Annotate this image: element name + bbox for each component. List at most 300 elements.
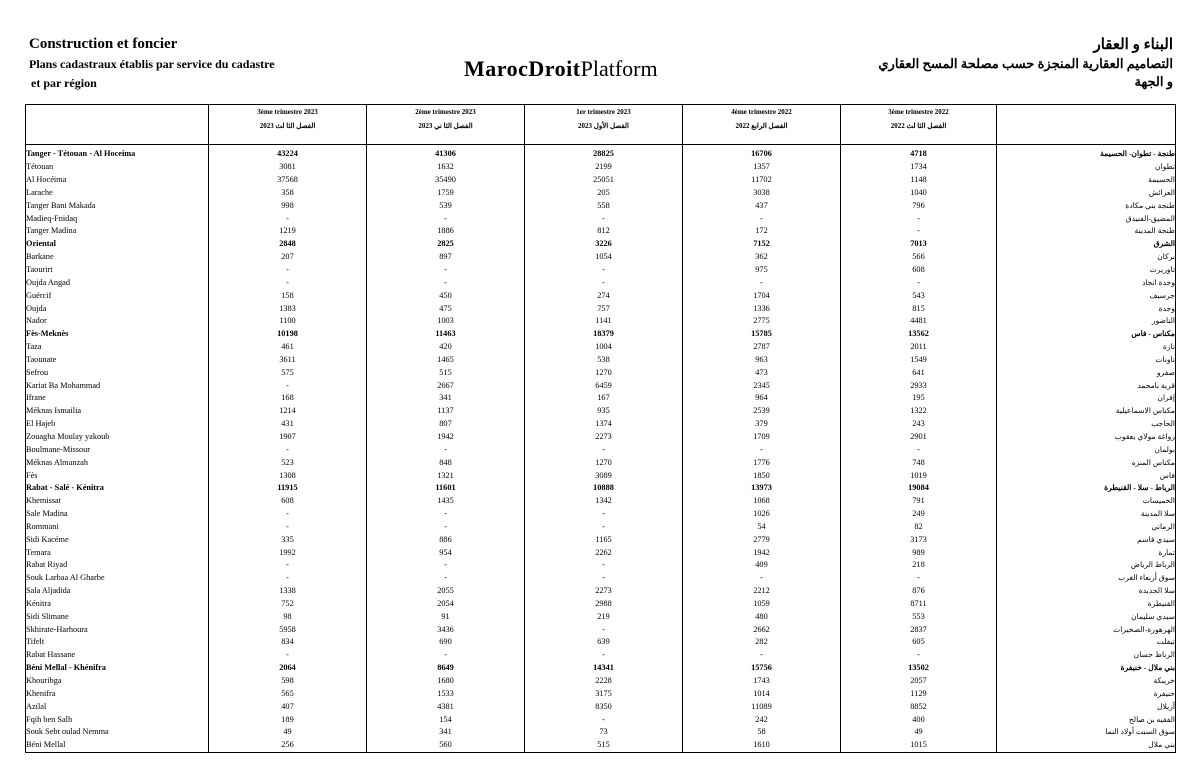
row-label-ar: طنجة بني مكادة xyxy=(997,199,1176,212)
table-cell: - xyxy=(367,276,525,289)
table-cell: 242 xyxy=(683,713,841,726)
table-cell: 2779 xyxy=(683,533,841,546)
table-row xyxy=(26,431,1176,444)
column-header: 3ème trimestre 2023 الفصل الثا لث 2023 xyxy=(209,105,367,145)
table-cell: - xyxy=(209,212,367,225)
table-cell: - xyxy=(525,623,683,636)
table-cell: 998 xyxy=(209,199,367,212)
table-cell: - xyxy=(683,212,841,225)
row-label-ar: الناضور xyxy=(997,315,1176,328)
table-cell: 1068 xyxy=(683,495,841,508)
row-label-ar: إفران xyxy=(997,392,1176,405)
row-label-fr: Tanger - Tétouan - Al Hoceima xyxy=(26,145,209,161)
table-cell: 195 xyxy=(841,392,997,405)
row-label-ar: الفقيه بن صالح xyxy=(997,713,1176,726)
table-row xyxy=(26,572,1176,585)
table-row xyxy=(26,289,1176,302)
table-cell: 1704 xyxy=(683,289,841,302)
table-cell: 154 xyxy=(367,713,525,726)
table-cell: 1214 xyxy=(209,405,367,418)
table-cell: - xyxy=(683,443,841,456)
table-cell: 523 xyxy=(209,456,367,469)
table-cell: 515 xyxy=(367,366,525,379)
table-cell: 1019 xyxy=(841,469,997,482)
table-row xyxy=(26,520,1176,533)
table-cell: 2825 xyxy=(367,238,525,251)
table-row xyxy=(26,418,1176,431)
table-cell: 538 xyxy=(525,354,683,367)
table-cell: - xyxy=(525,276,683,289)
table-cell: 7152 xyxy=(683,238,841,251)
row-label-ar: جرسيف xyxy=(997,289,1176,302)
row-label-fr: Temara xyxy=(26,546,209,559)
table-cell: 274 xyxy=(525,289,683,302)
table-cell: 608 xyxy=(841,264,997,277)
table-cell: 1054 xyxy=(525,251,683,264)
table-cell: 815 xyxy=(841,302,997,315)
row-label-fr: Sala Aljadida xyxy=(26,585,209,598)
table-cell: 1015 xyxy=(841,739,997,752)
table-cell: 989 xyxy=(841,546,997,559)
table-cell: 1141 xyxy=(525,315,683,328)
table-row xyxy=(26,379,1176,392)
table-cell: 167 xyxy=(525,392,683,405)
table-cell: 3175 xyxy=(525,687,683,700)
table-row xyxy=(26,187,1176,200)
row-label-fr: Tétouan xyxy=(26,161,209,174)
table-cell: 2199 xyxy=(525,161,683,174)
table-row xyxy=(26,315,1176,328)
table-cell: 1465 xyxy=(367,354,525,367)
column-header: 1er trimestre 2023 الفصل الأول 2023 xyxy=(525,105,683,145)
table-cell: 2273 xyxy=(525,585,683,598)
header-blank-left xyxy=(26,105,209,145)
table-cell: 1059 xyxy=(683,598,841,611)
table-cell: - xyxy=(683,276,841,289)
table-cell: 543 xyxy=(841,289,997,302)
table-cell: 1321 xyxy=(367,469,525,482)
table-cell: 480 xyxy=(683,610,841,623)
table-cell: - xyxy=(367,508,525,521)
row-label-ar: طنجة المدينة xyxy=(997,225,1176,238)
row-label-fr: Béni Mellal xyxy=(26,739,209,752)
page-subtitle-fr-line2: et par région xyxy=(31,76,97,90)
table-cell: 2775 xyxy=(683,315,841,328)
table-cell: 362 xyxy=(683,251,841,264)
table-cell: 876 xyxy=(841,585,997,598)
row-label-ar: الرباط الرياض xyxy=(997,559,1176,572)
table-row xyxy=(26,264,1176,277)
table-cell: 3038 xyxy=(683,187,841,200)
table-cell: 553 xyxy=(841,610,997,623)
table-cell: 2667 xyxy=(367,379,525,392)
table-cell: 1342 xyxy=(525,495,683,508)
table-cell: 10888 xyxy=(525,482,683,495)
table-row xyxy=(26,366,1176,379)
row-label-fr: Al Hocéima xyxy=(26,174,209,187)
table-cell: 2054 xyxy=(367,598,525,611)
table-cell: 565 xyxy=(209,687,367,700)
region-row xyxy=(26,145,1176,161)
page-title-fr: Construction et foncier xyxy=(29,36,178,52)
table-cell: - xyxy=(841,443,997,456)
header-blank-right xyxy=(997,105,1176,145)
row-label-ar: بولمان xyxy=(997,443,1176,456)
table-cell: 282 xyxy=(683,636,841,649)
row-label-fr: Oujda xyxy=(26,302,209,315)
table-cell: - xyxy=(683,572,841,585)
table-cell: 1129 xyxy=(841,687,997,700)
table-cell: 4381 xyxy=(367,700,525,713)
table-cell: 13562 xyxy=(841,328,997,341)
table-cell: - xyxy=(367,212,525,225)
table-row xyxy=(26,212,1176,225)
row-label-ar: فاس xyxy=(997,469,1176,482)
row-label-fr: Taourirt xyxy=(26,264,209,277)
table-cell: 420 xyxy=(367,341,525,354)
table-row xyxy=(26,161,1176,174)
table-cell: 256 xyxy=(209,739,367,752)
table-cell: 11702 xyxy=(683,174,841,187)
row-label-fr: Rabat Hassane xyxy=(26,649,209,662)
table-row xyxy=(26,495,1176,508)
row-label-ar: تازة xyxy=(997,341,1176,354)
table-cell: 98 xyxy=(209,610,367,623)
table-cell: - xyxy=(367,559,525,572)
table-cell: 37568 xyxy=(209,174,367,187)
table-cell: 566 xyxy=(841,251,997,264)
table-cell: 28825 xyxy=(525,145,683,161)
table-cell: - xyxy=(525,508,683,521)
table-cell: 1734 xyxy=(841,161,997,174)
table-cell: 82 xyxy=(841,520,997,533)
table-cell: 11915 xyxy=(209,482,367,495)
table-cell: 558 xyxy=(525,199,683,212)
table-cell: 807 xyxy=(367,418,525,431)
table-row xyxy=(26,649,1176,662)
table-row xyxy=(26,405,1176,418)
column-header: 4ème trimestre 2022 الفصل الرابع 2022 xyxy=(683,105,841,145)
column-header: 3ème trimestre 2022 الفصل الثا لث 2022 xyxy=(841,105,997,145)
row-label-ar: سيدي قاسم xyxy=(997,533,1176,546)
row-label-ar: تاونات xyxy=(997,354,1176,367)
table-cell: - xyxy=(525,649,683,662)
table-cell: 249 xyxy=(841,508,997,521)
table-cell: 15756 xyxy=(683,662,841,675)
row-label-fr: Kariat Ba Mohammad xyxy=(26,379,209,392)
table-cell: 18379 xyxy=(525,328,683,341)
table-body xyxy=(26,145,1176,753)
table-cell: 475 xyxy=(367,302,525,315)
table-cell: 8852 xyxy=(841,700,997,713)
table-row xyxy=(26,726,1176,739)
page-subtitle-fr: Plans cadastraux établis par service du cadastre xyxy=(29,57,275,71)
table-cell: 834 xyxy=(209,636,367,649)
table-cell: 219 xyxy=(525,610,683,623)
row-label-fr: Tanger Bani Makada xyxy=(26,199,209,212)
table-cell: 409 xyxy=(683,559,841,572)
row-label-ar: تطوان xyxy=(997,161,1176,174)
table-cell: - xyxy=(209,649,367,662)
row-label-fr: Kénitra xyxy=(26,598,209,611)
table-header-row xyxy=(26,105,1176,145)
table-cell: 812 xyxy=(525,225,683,238)
row-label-fr: Madieq-Fnidaq xyxy=(26,212,209,225)
table-cell: 886 xyxy=(367,533,525,546)
table-row xyxy=(26,302,1176,315)
table-row xyxy=(26,585,1176,598)
table-cell: - xyxy=(209,379,367,392)
table-cell: 3611 xyxy=(209,354,367,367)
table-row xyxy=(26,174,1176,187)
table-cell: 473 xyxy=(683,366,841,379)
row-label-ar: بني ملال - خنيفرة xyxy=(997,662,1176,675)
table-cell: - xyxy=(367,520,525,533)
row-label-ar: بني ملال xyxy=(997,739,1176,752)
table-row xyxy=(26,443,1176,456)
table-row xyxy=(26,546,1176,559)
table-cell: 2262 xyxy=(525,546,683,559)
table-cell: 1165 xyxy=(525,533,683,546)
row-label-fr: Méknas Almanzah xyxy=(26,456,209,469)
table-cell: 641 xyxy=(841,366,997,379)
row-label-fr: Khemissat xyxy=(26,495,209,508)
row-label-ar: خريبكة xyxy=(997,675,1176,688)
table-row xyxy=(26,251,1176,264)
row-label-fr: Sidi Slimane xyxy=(26,610,209,623)
row-label-ar: أزيلال xyxy=(997,700,1176,713)
table-cell: 8649 xyxy=(367,662,525,675)
table-cell: - xyxy=(841,572,997,585)
table-cell: - xyxy=(841,212,997,225)
row-label-ar: سلا الجديدة xyxy=(997,585,1176,598)
table-cell: 25051 xyxy=(525,174,683,187)
table-cell: 450 xyxy=(367,289,525,302)
table-cell: 1435 xyxy=(367,495,525,508)
table-row xyxy=(26,739,1176,752)
table-cell: 2011 xyxy=(841,341,997,354)
row-label-ar: الرباط حسان xyxy=(997,649,1176,662)
table-cell: 1942 xyxy=(683,546,841,559)
row-label-fr: Fès-Meknès xyxy=(26,328,209,341)
table-cell: 2345 xyxy=(683,379,841,392)
table-cell: - xyxy=(209,264,367,277)
table-cell: 218 xyxy=(841,559,997,572)
table-row xyxy=(26,508,1176,521)
row-label-ar: الحاجب xyxy=(997,418,1176,431)
table-cell: 1907 xyxy=(209,431,367,444)
row-label-ar: الحسيمة xyxy=(997,174,1176,187)
table-cell: 2228 xyxy=(525,675,683,688)
table-cell: 1040 xyxy=(841,187,997,200)
row-label-fr: Zouagha Moulay yakoub xyxy=(26,431,209,444)
table-cell: 49 xyxy=(209,726,367,739)
table-cell: 341 xyxy=(367,726,525,739)
table-cell: 158 xyxy=(209,289,367,302)
table-cell: - xyxy=(525,572,683,585)
table-cell: 189 xyxy=(209,713,367,726)
table-cell: 1610 xyxy=(683,739,841,752)
region-row xyxy=(26,662,1176,675)
row-label-ar: تمارة xyxy=(997,546,1176,559)
row-label-fr: Guércif xyxy=(26,289,209,302)
table-cell: 1148 xyxy=(841,174,997,187)
table-cell: 2933 xyxy=(841,379,997,392)
row-label-ar: بركان xyxy=(997,251,1176,264)
row-label-fr: Oujda Angad xyxy=(26,276,209,289)
table-cell: 748 xyxy=(841,456,997,469)
table-cell: - xyxy=(209,508,367,521)
table-cell: - xyxy=(209,276,367,289)
table-row xyxy=(26,623,1176,636)
row-label-ar: مكناس - فاس xyxy=(997,328,1176,341)
table-row xyxy=(26,687,1176,700)
table-cell: 205 xyxy=(525,187,683,200)
row-label-fr: Sefrou xyxy=(26,366,209,379)
row-label-fr: Fqih ben Salh xyxy=(26,713,209,726)
table-cell: 11089 xyxy=(683,700,841,713)
table-cell: 2055 xyxy=(367,585,525,598)
table-cell: 2064 xyxy=(209,662,367,675)
table-cell: 2057 xyxy=(841,675,997,688)
table-cell: 1632 xyxy=(367,161,525,174)
table-cell: 2787 xyxy=(683,341,841,354)
table-row xyxy=(26,533,1176,546)
table-cell: 3436 xyxy=(367,623,525,636)
table-cell: 15785 xyxy=(683,328,841,341)
row-label-fr: Rabat - Salé - Kénitra xyxy=(26,482,209,495)
table-row xyxy=(26,675,1176,688)
table-cell: 1322 xyxy=(841,405,997,418)
row-label-ar: الخميسات xyxy=(997,495,1176,508)
table-cell: - xyxy=(209,559,367,572)
row-label-fr: Méknas Ismailia xyxy=(26,405,209,418)
row-label-ar: وجدة xyxy=(997,302,1176,315)
table-cell: 964 xyxy=(683,392,841,405)
row-label-fr: Sidi Kacéme xyxy=(26,533,209,546)
table-cell: - xyxy=(525,212,683,225)
table-cell: 752 xyxy=(209,598,367,611)
table-cell: - xyxy=(209,443,367,456)
page-subtitle-ar: التصاميم العقارية المنجزة حسب مصلحة المسح العقاري xyxy=(878,56,1173,71)
table-cell: 461 xyxy=(209,341,367,354)
table-row xyxy=(26,559,1176,572)
table-row xyxy=(26,276,1176,289)
table-cell: 515 xyxy=(525,739,683,752)
cadastre-table xyxy=(25,104,1176,753)
table-cell: 207 xyxy=(209,251,367,264)
table-cell: 1776 xyxy=(683,456,841,469)
table-cell: 3089 xyxy=(525,469,683,482)
table-cell: 1026 xyxy=(683,508,841,521)
table-cell: - xyxy=(525,559,683,572)
table-cell: 11463 xyxy=(367,328,525,341)
table-cell: 16706 xyxy=(683,145,841,161)
row-label-ar: المضيق-الفنيدق xyxy=(997,212,1176,225)
table-cell: 431 xyxy=(209,418,367,431)
table-cell: 605 xyxy=(841,636,997,649)
table-cell: 14341 xyxy=(525,662,683,675)
region-row xyxy=(26,482,1176,495)
table-cell: 168 xyxy=(209,392,367,405)
table-cell: 58 xyxy=(683,726,841,739)
table-cell: 8350 xyxy=(525,700,683,713)
table-cell: 1759 xyxy=(367,187,525,200)
table-cell: 1004 xyxy=(525,341,683,354)
table-row xyxy=(26,700,1176,713)
row-label-fr: El Hajeb xyxy=(26,418,209,431)
table-cell: 172 xyxy=(683,225,841,238)
table-cell: - xyxy=(525,520,683,533)
row-label-fr: Tanger Madina xyxy=(26,225,209,238)
table-cell: 4481 xyxy=(841,315,997,328)
row-label-ar: تاوريرت xyxy=(997,264,1176,277)
table-cell: 791 xyxy=(841,495,997,508)
table-cell: 13502 xyxy=(841,662,997,675)
page-title-ar: البناء و العقار xyxy=(1093,37,1173,53)
row-label-ar: القنيطرة xyxy=(997,598,1176,611)
table-cell: 608 xyxy=(209,495,367,508)
region-row xyxy=(26,238,1176,251)
table-cell: 13973 xyxy=(683,482,841,495)
row-label-ar: مكناس الاسماعيلية xyxy=(997,405,1176,418)
table-cell: 1014 xyxy=(683,687,841,700)
row-label-fr: Fès xyxy=(26,469,209,482)
brand-main: MarocDroit xyxy=(464,56,581,81)
table-row xyxy=(26,713,1176,726)
table-cell: - xyxy=(841,225,997,238)
table-cell: - xyxy=(841,276,997,289)
row-label-fr: Oriental xyxy=(26,238,209,251)
table-cell: 6459 xyxy=(525,379,683,392)
row-label-ar: خنيفرة xyxy=(997,687,1176,700)
row-label-ar: زواغة مولاي يعقوب xyxy=(997,431,1176,444)
row-label-fr: Béni Mellal - Khénifra xyxy=(26,662,209,675)
table-cell: 2837 xyxy=(841,623,997,636)
row-label-fr: Rommani xyxy=(26,520,209,533)
row-label-fr: Barkane xyxy=(26,251,209,264)
table-cell: - xyxy=(367,572,525,585)
table-cell: 2539 xyxy=(683,405,841,418)
table-cell: 639 xyxy=(525,636,683,649)
row-label-ar: سلا المدينة xyxy=(997,508,1176,521)
table-cell: 1743 xyxy=(683,675,841,688)
row-label-fr: Khouribga xyxy=(26,675,209,688)
table-cell: 690 xyxy=(367,636,525,649)
table-cell: 4718 xyxy=(841,145,997,161)
table-cell: 19084 xyxy=(841,482,997,495)
table-cell: 2662 xyxy=(683,623,841,636)
table-cell: - xyxy=(683,649,841,662)
table-cell: 1709 xyxy=(683,431,841,444)
table-cell: 539 xyxy=(367,199,525,212)
table-cell: 91 xyxy=(367,610,525,623)
table-cell: 35490 xyxy=(367,174,525,187)
table-row xyxy=(26,354,1176,367)
row-label-ar: الرماني xyxy=(997,520,1176,533)
table-cell: 975 xyxy=(683,264,841,277)
table-row xyxy=(26,610,1176,623)
table-cell: - xyxy=(525,443,683,456)
table-row xyxy=(26,225,1176,238)
row-label-ar: سوق أربعاء الغرب xyxy=(997,572,1176,585)
table-cell: 2848 xyxy=(209,238,367,251)
row-label-ar: تيفلت xyxy=(997,636,1176,649)
region-row xyxy=(26,328,1176,341)
row-label-ar: الشرق xyxy=(997,238,1176,251)
table-cell: 1850 xyxy=(683,469,841,482)
table-cell: 598 xyxy=(209,675,367,688)
